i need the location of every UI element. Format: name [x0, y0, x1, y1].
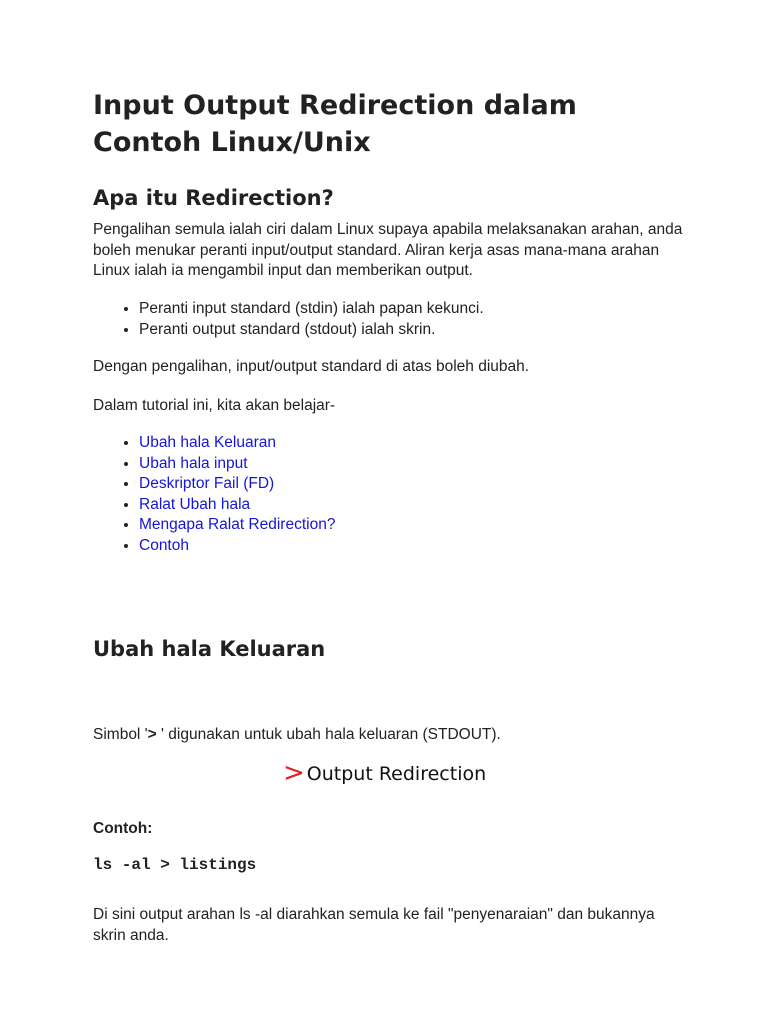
tutorial-link-list	[93, 433, 683, 556]
redirect-symbol: >	[283, 758, 305, 788]
paragraph-change: Dengan pengalihan, input/output standard di atas boleh diubah.	[93, 358, 530, 375]
list-item	[139, 536, 683, 557]
section-heading-redirection: Apa itu Redirection?	[93, 186, 334, 210]
intro-paragraph: Pengalihan semula ialah ciri dalam Linux supaya apabila melaksanakan arahan, anda boleh menukar peranti input/output standard. Aliran kerja asas mana-mana arahan Linux ialah ia mengambil input dan memberikan output.	[93, 221, 683, 279]
symbol-text-post: ' digunakan untuk ubah hala keluaran (STDOUT).	[156, 726, 501, 743]
link-file-descriptor[interactable]: Deskriptor Fail (FD)	[139, 475, 275, 492]
symbol-paragraph	[93, 725, 683, 746]
list-item	[139, 515, 683, 536]
page-title: Input Output Redirection dalam Contoh Linux/Unix	[93, 90, 577, 158]
paragraph-tutorial: Dalam tutorial ini, kita akan belajar-	[93, 397, 336, 414]
list-item	[139, 495, 683, 516]
figure-label: Output Redirection	[306, 763, 487, 785]
link-why-error-redirection[interactable]: Mengapa Ralat Redirection?	[139, 516, 336, 533]
list-item	[139, 474, 683, 495]
output-redirection-figure	[283, 758, 486, 789]
list-item: • Peranti input standard (stdin) ialah papan kekunci.	[139, 299, 683, 320]
link-error-redirection[interactable]: Ralat Ubah hala	[139, 495, 251, 513]
example-label-text: Contoh:	[93, 820, 153, 837]
link-output-redirection[interactable]: Ubah hala Keluaran	[139, 434, 277, 451]
link-input-redirection[interactable]: Ubah hala input	[139, 454, 248, 472]
symbol-char: >	[147, 726, 157, 743]
example-label	[93, 819, 683, 840]
link-examples[interactable]: Contoh	[139, 536, 189, 554]
section-heading-output-redirection: Ubah hala Keluaran	[93, 637, 326, 661]
device-list	[93, 299, 683, 340]
symbol-text-pre: Simbol '	[93, 726, 148, 743]
code-example: ls -al > listings	[93, 856, 257, 874]
list-item: • Peranti output standard (stdout) ialah skrin.	[139, 320, 683, 341]
list-item	[139, 454, 683, 475]
explanation-paragraph: Di sini output arahan ls -al diarahkan semula ke fail "penyenaraian" dan bukannya skrin anda.	[93, 906, 655, 944]
list-item	[139, 433, 683, 454]
